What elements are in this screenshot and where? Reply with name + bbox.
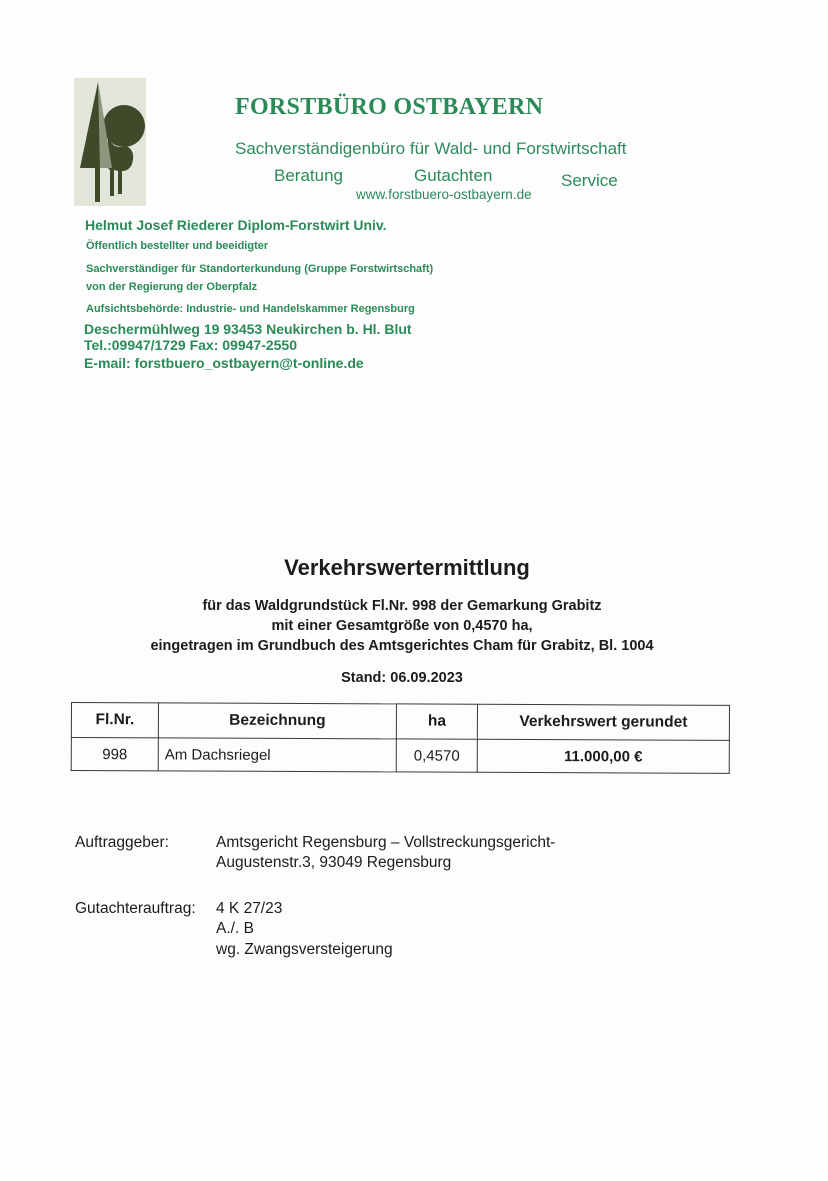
header-flnr: Fl.Nr. xyxy=(71,703,158,738)
firm-subtitle: Sachverständigenbüro für Wald- und Forstwirtschaft xyxy=(235,139,627,158)
document-title: Verkehrswertermittlung xyxy=(284,555,530,580)
valuation-table xyxy=(71,702,730,774)
cell-flnr: 998 xyxy=(71,738,158,771)
stand-date: Stand: 06.09.2023 xyxy=(341,670,463,686)
credential-line: Öffentlich bestellter und beeidigter xyxy=(86,240,269,252)
service-beratung: Beratung xyxy=(274,166,343,185)
website-link[interactable]: www.forstbuero-ostbayern.de xyxy=(356,187,532,202)
auftraggeber-label: Auftraggeber: xyxy=(75,834,169,851)
parties: A./. B xyxy=(216,920,254,937)
auftraggeber-line: Amtsgericht Regensburg – Vollstreckungsgericht- xyxy=(216,834,556,851)
firm-name: FORSTBÜRO OSTBAYERN xyxy=(235,94,544,120)
auftraggeber-line: Augustenstr.3, 93049 Regensburg xyxy=(216,854,452,871)
reason: wg. Zwangsversteigerung xyxy=(216,941,393,958)
expert-name: Helmut Josef Riederer Diplom-Forstwirt Univ. xyxy=(85,217,387,233)
case-number: 4 K 27/23 xyxy=(216,900,283,917)
table-header-row xyxy=(71,703,729,741)
supervisory-authority: Aufsichtsbehörde: Industrie- und Handelskammer Regensburg xyxy=(86,303,415,315)
postal-address: Deschermühlweg 19 93453 Neukirchen b. Hl. Blut xyxy=(84,321,412,337)
cell-verkehrswert: 11.000,00 € xyxy=(477,739,729,773)
cell-ha: 0,4570 xyxy=(396,739,477,772)
phone-fax: Tel.:09947/1729 Fax: 09947-2550 xyxy=(84,337,298,353)
cell-bezeichnung: Am Dachsriegel xyxy=(158,738,396,772)
description-line: eingetragen im Grundbuch des Amtsgerichtes Cham für Grabitz, Bl. 1004 xyxy=(150,638,654,654)
description-line: mit einer Gesamtgröße von 0,4570 ha, xyxy=(271,618,533,634)
description-line: für das Waldgrundstück Fl.Nr. 998 der Gemarkung Grabitz xyxy=(202,598,602,614)
header-bezeichnung: Bezeichnung xyxy=(158,703,396,739)
email-address[interactable]: E-mail: forstbuero_ostbayern@t-online.de xyxy=(84,355,364,371)
gutachterauftrag-label: Gutachterauftrag: xyxy=(75,900,196,917)
service-gutachten: Gutachten xyxy=(414,166,493,185)
tree-logo-icon xyxy=(74,78,146,206)
service-service: Service xyxy=(561,171,618,190)
credential-line: Sachverständiger für Standorterkundung (Gruppe Forstwirtschaft) xyxy=(86,263,434,275)
header-verkehrswert: Verkehrswert gerundet xyxy=(477,704,729,740)
header-ha: ha xyxy=(396,704,477,739)
table-row xyxy=(71,738,729,774)
credential-line: von der Regierung der Oberpfalz xyxy=(86,281,258,293)
